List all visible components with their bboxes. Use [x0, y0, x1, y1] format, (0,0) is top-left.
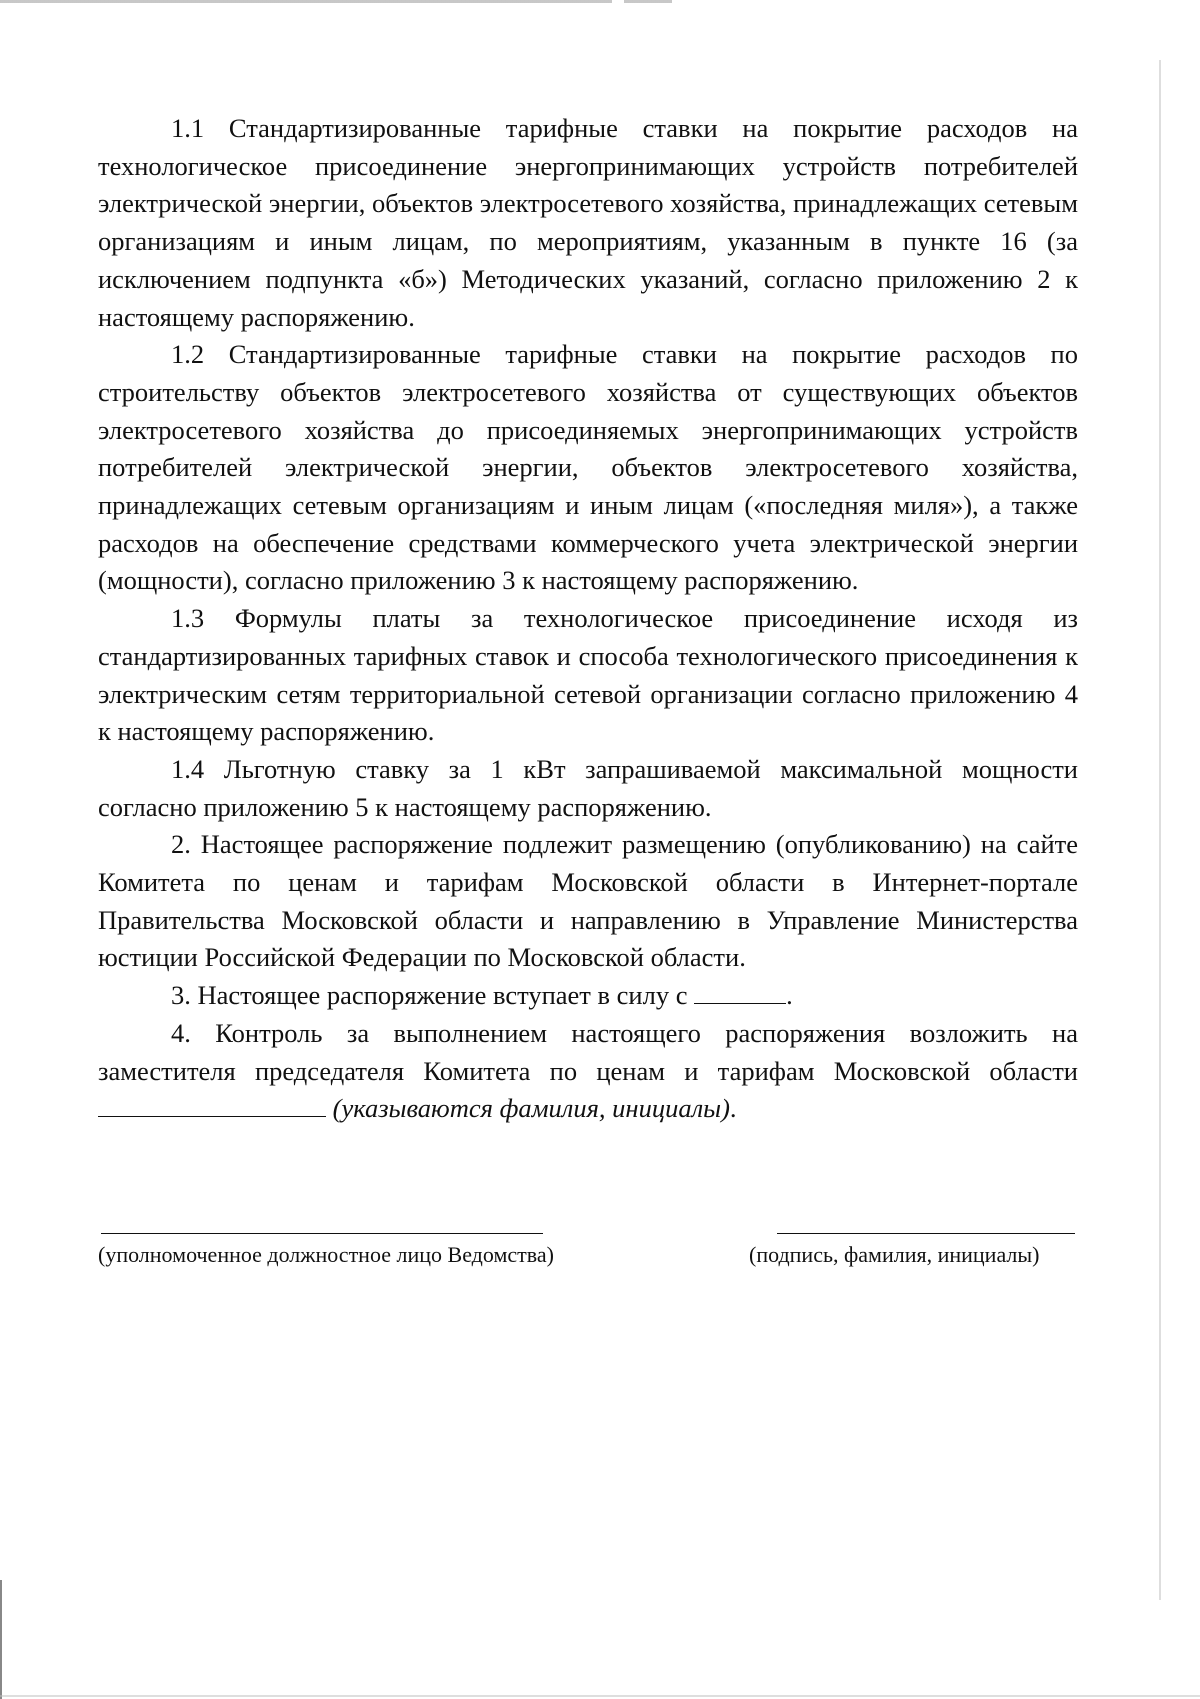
paragraph-3-end: .	[786, 980, 793, 1011]
paragraph-4-end: .	[729, 1093, 737, 1124]
paragraph-4	[98, 1015, 1078, 1128]
deputy-name-hint: (указываются фамилия, инициалы)	[332, 1093, 730, 1124]
effective-date-blank-group	[694, 980, 793, 1010]
official-caption: (уполномоченное должностное лицо Ведомства)	[98, 1242, 554, 1267]
document-body	[98, 110, 1078, 1128]
official-signature-line	[101, 1233, 543, 1234]
deputy-name-blank	[98, 1092, 326, 1117]
paragraph-2: 2. Настоящее распоряжение подлежит размещению (опубликованию) на сайте Комитета по ценам и тарифам Московской области в Интернет-портале Правительства Московской области и направлению в Управление Министерства юстиции Российской Федерации по Московской области.	[98, 829, 1078, 973]
paragraph-3-text: 3. Настоящее распоряжение вступает в силу с	[171, 980, 688, 1011]
paragraph-1-4: 1.4 Льготную ставку за 1 кВт запрашиваемой максимальной мощности согласно приложению 5 к настоящему распоряжению.	[98, 753, 1078, 822]
scan-edge-top	[0, 0, 1200, 3]
effective-date-blank	[694, 979, 786, 1004]
paragraph-1-3: 1.3 Формулы платы за технологическое присоединение исходя из стандартизированных тарифных ставок и способа технологического присоединения к электрическим сетям территориальной сетевой организации согласно приложению 4 к настоящему распоряжению.	[98, 603, 1078, 747]
signature-name-line	[777, 1233, 1075, 1234]
deputy-name-group	[98, 1093, 737, 1123]
scan-edge-left	[0, 1580, 2, 1699]
paragraph-3	[98, 977, 1078, 1015]
paragraph-1-2: 1.2 Стандартизированные тарифные ставки на покрытие расходов по строительству объектов электросетевого хозяйства от существующих объектов электросетевого хозяйства до присоединяемых энергопринимающих устройств потребителей электрической энергии, объектов электросетевого хозяйства, принадлежащих сетевым организациям и иным лицам («последняя миля»), а также расходов на обеспечение средствами коммерческого учета электрической энергии (мощности), согласно приложению 3 к настоящему распоряжению.	[98, 339, 1078, 596]
paragraph-1-1: 1.1 Стандартизированные тарифные ставки на покрытие расходов на технологическое присоединение энергопринимающих устройств потребителей электрической энергии, объектов электросетевого хозяйства, принадлежащих сетевым организациям и иным лицам, по мероприятиям, указанным в пункте 16 (за исключением подпункта «б») Методических указаний, согласно приложению 2 к настоящему распоряжению.	[98, 113, 1078, 332]
signature-caption: (подпись, фамилия, инициалы)	[749, 1242, 1040, 1267]
signature-block	[98, 1233, 1078, 1293]
scan-edge-right	[1159, 60, 1161, 1600]
scan-edge-bottom	[0, 1695, 1200, 1697]
paragraph-4-text: 4. Контроль за выполнением настоящего распоряжения возложить на заместителя председателя Комитета по ценам и тарифам Московской области	[98, 1017, 1078, 1086]
